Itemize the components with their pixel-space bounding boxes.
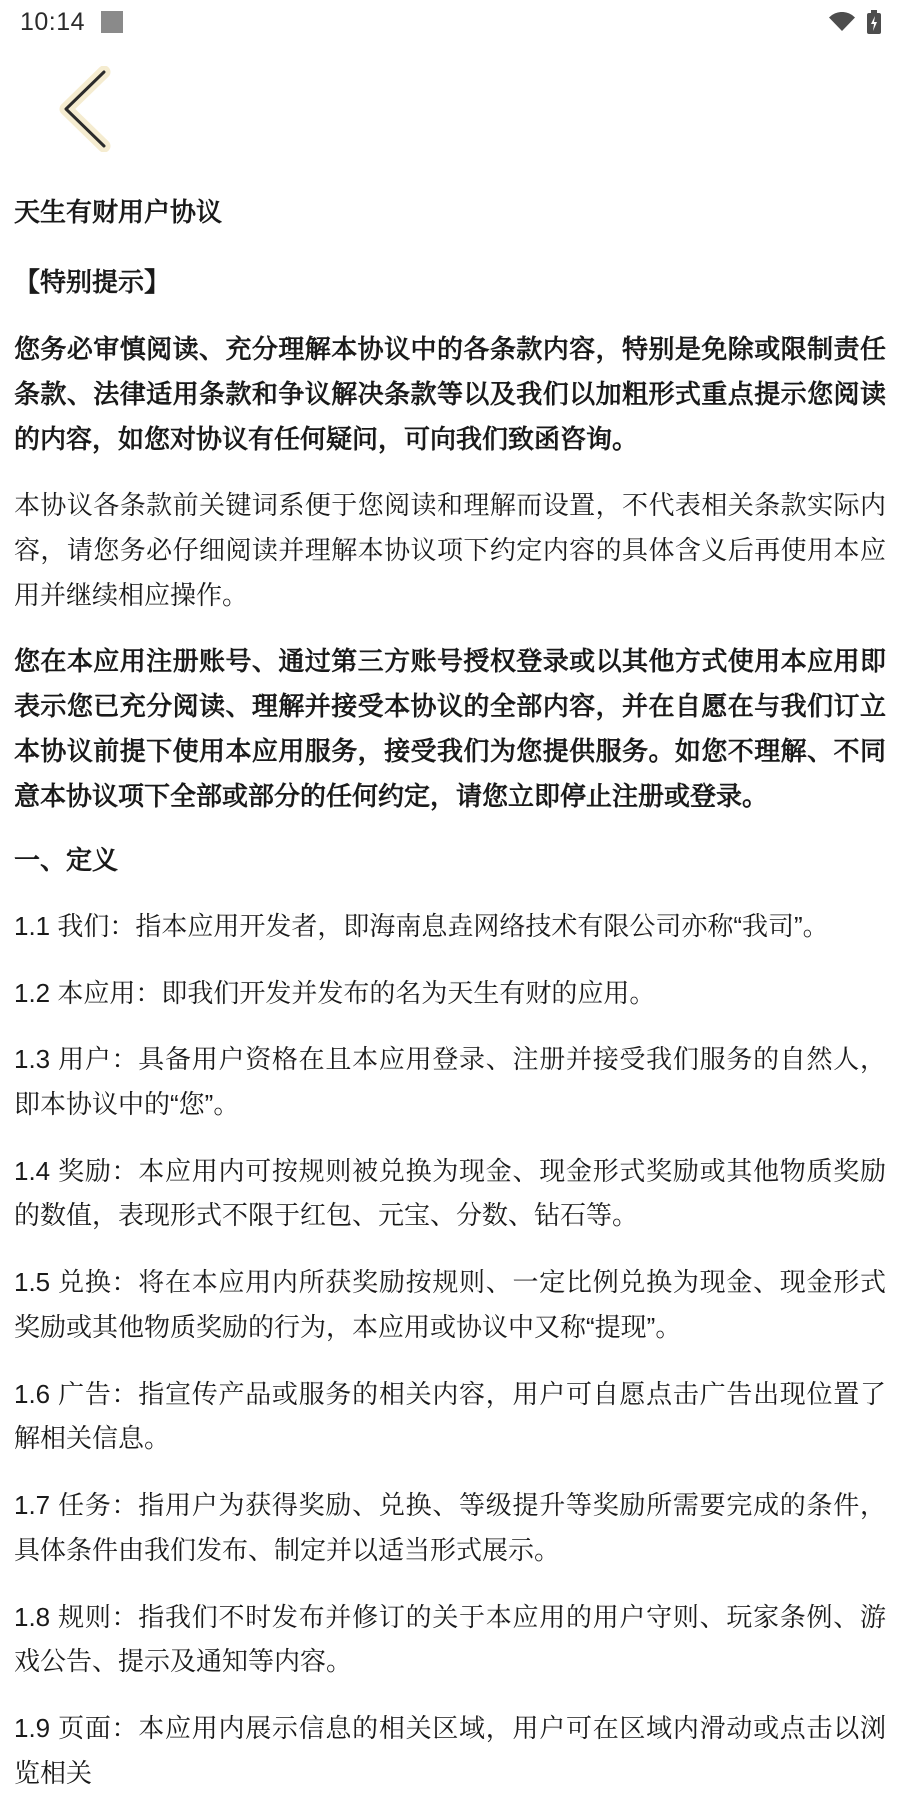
paragraph-keywords-note: 本协议各条款前关键词系便于您阅读和理解而设置，不代表相关条款实际内容，请您务必仔细阅读并理解本协议项下约定内容的具体含义后再使用本应用并继续相应操作。 [14,490,886,610]
clause-1-9: 1.9 页面：本应用内展示信息的相关区域，用户可在区域内滑动或点击以浏览相关 [14,1712,886,1788]
back-button[interactable] [52,66,116,152]
clause-1-1: 1.1 我们：指本应用开发者，即海南息垚网络技术有限公司亦称“我司”。 [14,910,829,941]
navigation-bar [0,44,900,194]
paragraph-special-notice-body: 您务必审慎阅读、充分理解本协议中的各条款内容，特别是免除或限制责任条款、法律适用条款和争议解决条款等以及我们以加粗形式重点提示您阅读的内容，如您对协议有任何疑问，可向我们致函咨询。 [14,334,886,454]
paragraph-special-notice-heading: 【特别提示】 [14,267,171,298]
status-bar [0,0,900,44]
paragraph-acceptance: 您在本应用注册账号、通过第三方账号授权登录或以其他方式使用本应用即表示您已充分阅读、理解并接受本协议的全部内容，并在自愿在与我们订立本协议前提下使用本应用服务，接受我们为您提供服务。如您不理解、不同意本协议项下全部或部分的任何约定，请您立即停止注册或登录。 [14,646,886,811]
battery-icon [866,10,882,34]
status-bar-clock: 10:14 [20,7,86,36]
section-heading-definitions: 一、定义 [14,845,119,876]
clause-1-4: 1.4 奖励：本应用内可按规则被兑换为现金、现金形式奖励或其他物质奖励的数值，表现形式不限于红包、元宝、分数、钻石等。 [14,1155,886,1231]
clause-1-7: 1.7 任务：指用户为获得奖励、兑换、等级提升等奖励所需要完成的条件，具体条件由我们发布、制定并以适当形式展示。 [14,1490,886,1565]
clause-1-3: 1.3 用户：具备用户资格在且本应用登录、注册并接受我们服务的自然人，即本协议中的“您”。 [14,1044,886,1120]
wifi-icon [828,12,856,32]
clause-1-8: 1.8 规则：指我们不时发布并修订的关于本应用的用户守则、玩家条例、游戏公告、提示及通知等内容。 [14,1601,886,1677]
clause-1-6: 1.6 广告：指宣传产品或服务的相关内容，用户可自愿点击广告出现位置了解相关信息。 [14,1378,886,1454]
screen-recording-indicator-icon [101,11,123,33]
status-bar-left [20,8,123,37]
clause-1-5: 1.5 兑换：将在本应用内所获奖励按规则、一定比例兑换为现金、现金形式奖励或其他物质奖励的行为，本应用或协议中又称“提现”。 [14,1267,886,1342]
page-title: 天生有财用户协议 [14,197,223,227]
status-bar-right [828,10,882,34]
agreement-content[interactable] [0,194,900,1795]
clause-1-2: 1.2 本应用：即我们开发并发布的名为天生有财的应用。 [14,977,656,1008]
